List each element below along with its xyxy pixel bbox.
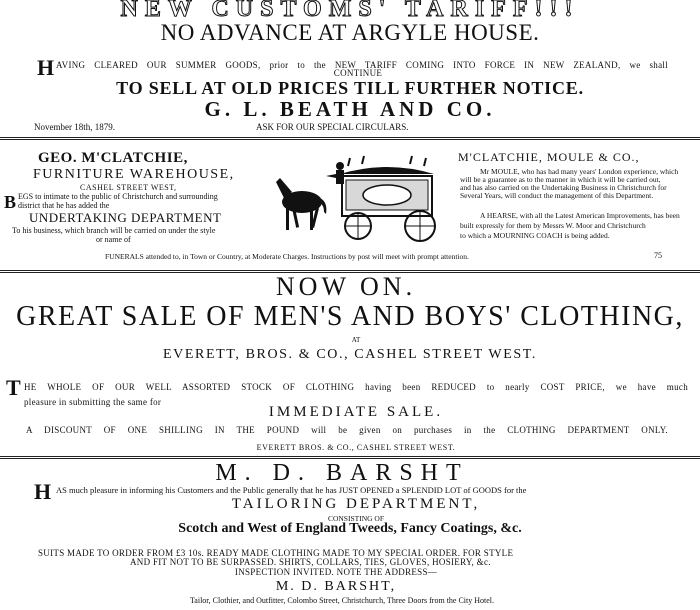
divider bbox=[0, 456, 700, 459]
right-body-1: Mr MOULE, who has had many years' London experience, which bbox=[480, 167, 679, 176]
divider bbox=[0, 137, 700, 140]
everett-body-2: pleasure in submitting the same for bbox=[24, 397, 162, 407]
mclatchie-moule-title: M'CLATCHIE, MOULE & CO., bbox=[458, 150, 640, 164]
ad-date: November 18th, 1879. bbox=[34, 122, 115, 132]
hearse-carriage bbox=[340, 156, 435, 241]
barsht-name: M. D. BARSHT bbox=[215, 460, 469, 486]
tariff-headline: NEW CUSTOMS' TARIFF!!! bbox=[120, 0, 580, 22]
right-body-7: to which a MOURNING COACH is being added. bbox=[460, 231, 610, 240]
great-sale-headline: GREAT SALE OF MEN'S AND BOYS' CLOTHING, bbox=[16, 301, 684, 332]
drop-cap-t: T bbox=[6, 375, 21, 400]
horse-icon bbox=[276, 178, 326, 230]
barsht-address: Tailor, Clothier, and Outfitter, Colombo Street, Christchurch, Three Doors from the City Hotel. bbox=[189, 596, 495, 605]
mclatchie-title: GEO. M'CLATCHIE, bbox=[38, 150, 188, 166]
everett-body-1: HE WHOLE OF OUR WELL ASSORTED STOCK OF CLOTHING having been REDUCED to nearly COST PRICE, we have much bbox=[24, 382, 688, 392]
left-body-2: district that he has added the bbox=[18, 201, 110, 210]
sell-line: TO SELL AT OLD PRICES TILL FURTHER NOTICE. bbox=[116, 78, 584, 98]
right-body-6: built expressly for them by Messrs W. Moor and Christchurch bbox=[460, 221, 646, 230]
inspection-line: INSPECTION INVITED. NOTE THE ADDRESS— bbox=[234, 567, 438, 577]
circulars-note: ASK FOR OUR SPECIAL CIRCULARS. bbox=[256, 122, 409, 132]
barsht-body-1: AS much pleasure in informing his Customers and the Public generally that he has JUST OPENED a SPLENDID LOT of GOODS for the bbox=[56, 485, 527, 495]
ad-number: 75 bbox=[654, 251, 662, 260]
drop-cap-h: H bbox=[37, 55, 55, 80]
barsht-name-2: M. D. BARSHT, bbox=[275, 579, 397, 594]
firm-name: G. L. BEATH AND CO. bbox=[204, 97, 496, 121]
tailoring-dept: TAILORING DEPARTMENT, bbox=[231, 496, 481, 512]
drop-cap-h2: H bbox=[34, 479, 52, 504]
at-word: AT bbox=[351, 336, 361, 344]
right-body-3: and has also carried on the Undertaking Business in Christchurch for bbox=[460, 183, 667, 192]
furniture-warehouse: FURNITURE WAREHOUSE, bbox=[33, 167, 235, 182]
everett-signature: EVERETT BROS. & CO., CASHEL STREET WEST. bbox=[256, 443, 456, 452]
driver-figure bbox=[326, 162, 344, 184]
argyle-body-line: AVING CLEARED OUR SUMMER GOODS, prior to the NEW TARIFF COMING INTO FORCE IN NEW ZEALAND, we shall bbox=[56, 60, 668, 70]
continue-word: CONTINUE bbox=[333, 68, 383, 78]
right-body-2: will be a guarantee as to the manner in which it will be carried out, bbox=[460, 175, 661, 184]
everett-firm: EVERETT, BROS. & CO., CASHEL STREET WEST. bbox=[163, 347, 537, 362]
now-on: NOW ON. bbox=[275, 272, 417, 301]
tweeds-line: Scotch and West of England Tweeds, Fancy Coatings, &c. bbox=[178, 521, 522, 536]
drop-cap-b: B bbox=[4, 192, 17, 212]
funerals-line: FUNERALS attended to, in Town or Country, at Moderate Charges. Instructions by post will meet with prompt attention. bbox=[105, 252, 469, 261]
suits-line-1: SUITS MADE TO ORDER FROM £3 10s. READY MADE CLOTHING MADE TO MY SPECIAL ORDER. FOR STYLE bbox=[38, 548, 514, 558]
hearse-illustration bbox=[270, 152, 458, 244]
right-body-5: A HEARSE, with all the Latest American Improvements, has been bbox=[480, 211, 680, 220]
left-body-4: or name of bbox=[96, 235, 131, 244]
left-street: CASHEL STREET WEST, bbox=[80, 183, 177, 192]
undertaking-dept: UNDERTAKING DEPARTMENT bbox=[29, 210, 222, 225]
left-body-1: EGS to intimate to the public of Christchurch and surrounding bbox=[18, 192, 218, 201]
left-body-3: To his business, which branch will be carried on under the style bbox=[12, 226, 216, 235]
right-body-4: Several Years, will conduct the management of this Department. bbox=[460, 191, 654, 200]
argyle-subhead: NO ADVANCE AT ARGYLE HOUSE. bbox=[160, 20, 540, 45]
discount-line: A DISCOUNT OF ONE SHILLING IN THE POUND will be given on purchases in the CLOTHING DEPARTMENT ONLY. bbox=[26, 425, 668, 435]
suits-line-2: AND FIT NOT TO BE SURPASSED. SHIRTS, COLLARS, TIES, GLOVES, HOSIERY, &c. bbox=[130, 557, 491, 567]
immediate-sale: IMMEDIATE SALE. bbox=[268, 404, 444, 420]
consisting-of: CONSISTING OF bbox=[327, 514, 385, 523]
